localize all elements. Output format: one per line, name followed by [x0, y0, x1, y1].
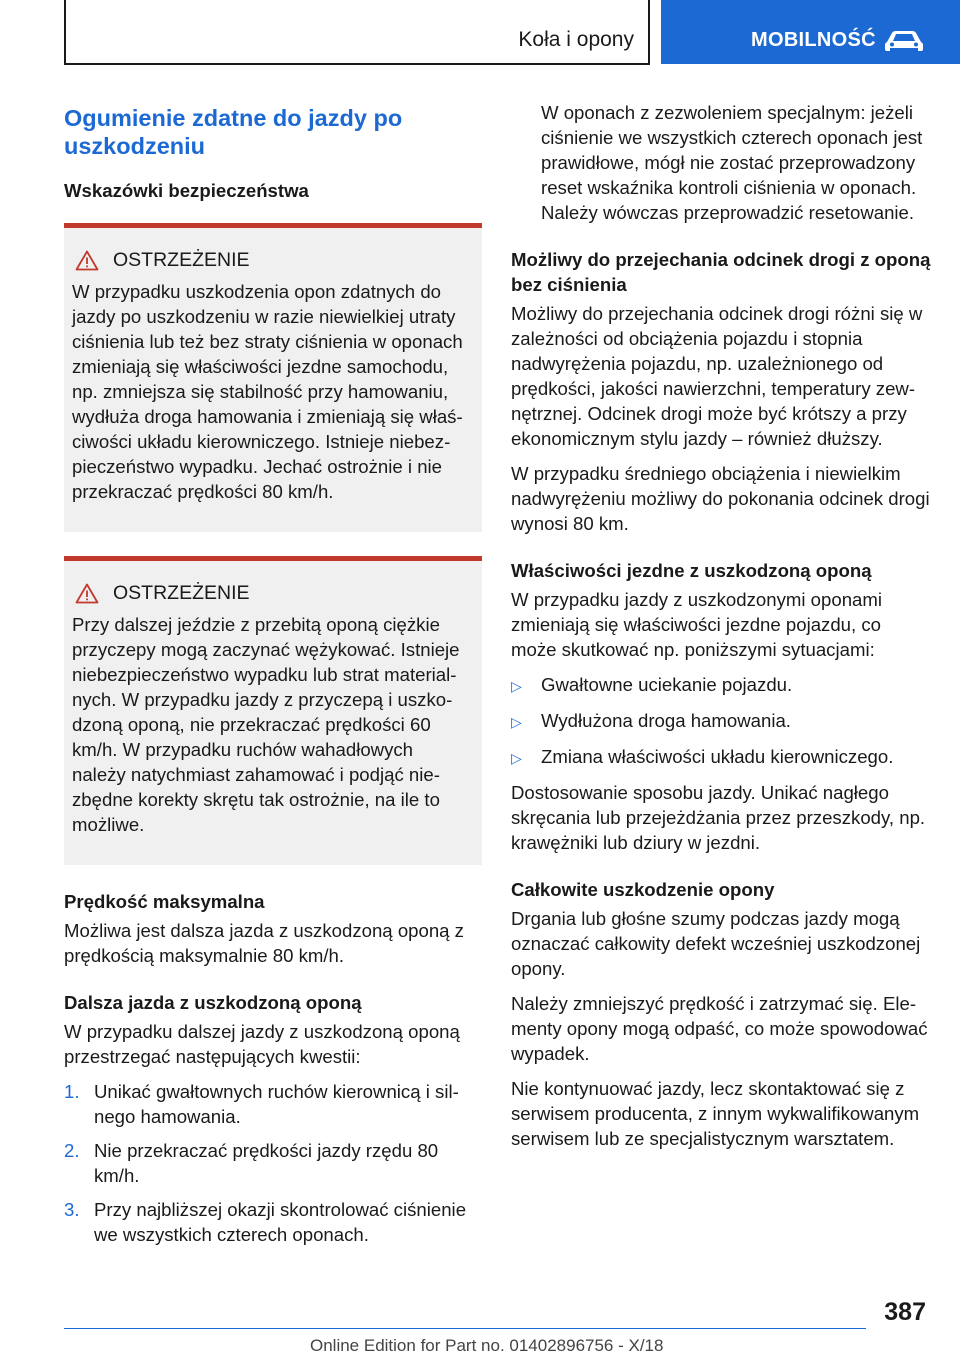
- handling-advice: Dostosowanie sposobu jazdy. Unikać nagłego skręcania lub przejeżdżania przez przeszkody, np. krawężniki lub dziury w jezdni.: [511, 782, 926, 853]
- edition-note: Online Edition for Part no. 01402896756 - X/18: [310, 1336, 664, 1355]
- failure-paragraph: Nie kontynuować jazdy, lecz skontaktować się z serwisem producenta, z innym wykwalifikowanym serwisem lub ze specjalistycznym warsztatem.: [511, 1078, 920, 1149]
- warning-text: W przypadku uszkodzenia opon zdatnych do jazdy po uszkodzeniu w razie niewielkiej utraty ciśnienia lub też bez straty ciśnienia w oponach zmieniają się właściwości jezdne samochodu, np. zmniejsza się stabilność przy hamowaniu, wydłuża droga hamowania i zmieniają się właściwości układu kierowniczego. Istnieje niebezpieczeństwo wypadku. Jechać ostrożnie i nie przekraczać prędkości 80 km/h.: [72, 281, 463, 502]
- step-number: 1.: [64, 1081, 80, 1102]
- failure-paragraph: Należy zmniejszyć prędkość i zatrzymać się. Elementy opony mogą odpaść, co może spowodować wypadek.: [511, 993, 928, 1064]
- right-column: [511, 100, 931, 1161]
- bullet-text: Zmiana właściwości układu kierowniczego.: [541, 746, 894, 767]
- list-item: [511, 708, 931, 735]
- header-divider: [64, 63, 650, 65]
- left-column: [64, 100, 482, 1256]
- list-item: [511, 744, 931, 771]
- handling-heading: Właściwości jezdne z uszkodzoną oponą: [511, 560, 872, 581]
- continue-heading: Dalsza jazda z uszkodzoną oponą: [64, 992, 362, 1013]
- speed-text: Możliwa jest dalsza jazda z uszkodzoną oponą z prędkością maksymalnie 80 km/h.: [64, 920, 464, 966]
- list-item: [64, 1079, 482, 1129]
- header-divider: [64, 0, 66, 64]
- warning-text: Przy dalszej jeździe z przebitą oponą ciężkie przyczepy mogą zaczynać wężykować. Istnieje niebezpieczeństwo wypadku lub strat materialnych. W przypadku jazdy z przyczepą i uszkodzoną oponą, nie przekraczać prędkości 60 km/h. W przypadku ruchów wahadłowych należy natychmiast zahamować i podjąć niezbędne korekty skrętu tak ostrożnie, na ile to możliwe.: [72, 614, 460, 835]
- warning-box: [64, 556, 482, 865]
- failure-paragraph: Drgania lub głośne szumy podczas jazdy mogą oznaczać całkowity defekt wcześniej uszkodzonej opony.: [511, 908, 921, 979]
- step-continuation: W oponach z zezwoleniem specjalnym: jeżeli ciśnienie we wszystkich czterech oponach jest prawidłowe, mógł nie zostać przeprowadzony reset wskaźnika kontroli ciśnienia w oponach. Należy wówczas przeprowadzić resetowanie.: [541, 102, 923, 223]
- chapter-tab-label: MOBILNOŚĆ: [751, 29, 876, 51]
- page-number: 387: [884, 1298, 926, 1326]
- section-title: Koła i opony: [518, 28, 634, 51]
- step-text: Unikać gwałtownych ruchów kierownicą i silnego hamowania.: [94, 1081, 459, 1127]
- distance-paragraph: W przypadku średniego obciążenia i niewielkim nadwyrężeniu możliwy do pokonania odcinek drogi wynosi 80 km.: [511, 463, 930, 534]
- bullet-triangle-icon: ▷: [511, 750, 522, 766]
- list-item: [64, 1197, 482, 1247]
- step-number: 2.: [64, 1140, 80, 1161]
- step-text: Nie przekraczać prędkości jazdy rzędu 80 km/h.: [94, 1140, 439, 1186]
- warning-box: [64, 223, 482, 532]
- bullet-text: Wydłużona droga hamowania.: [541, 710, 791, 731]
- continue-text: W przypadku dalszej jazdy z uszkodzoną oponą przestrzegać następujących kwestii:: [64, 1021, 460, 1067]
- warning-triangle-icon: [75, 250, 99, 271]
- distance-paragraph: Możliwy do przejechania odcinek drogi różni się w zależności od obciążenia pojazdu i stopnia nadwyrężenia pojazdu, np. uzależnionego od prędkości, jakości nawierzchni, temperatury zewnętrznej. Odcinek drogi może być krótszy a przy ekonomicznym stylu jazdy – również dłuższy.: [511, 303, 923, 449]
- speed-heading: Prędkość maksymalna: [64, 891, 265, 912]
- step-text: Przy najbliższej okazji skontrolować ciśnienie we wszystkich czterech oponach.: [94, 1199, 467, 1245]
- bullet-triangle-icon: ▷: [511, 678, 522, 694]
- footer-divider: [64, 1328, 866, 1329]
- warning-title: OSTRZEŻENIE: [113, 582, 250, 604]
- list-item: [511, 672, 931, 699]
- failure-heading: Całkowite uszkodzenie opony: [511, 879, 775, 900]
- header-divider: [648, 0, 650, 64]
- bullet-triangle-icon: ▷: [511, 714, 522, 730]
- chapter-tab[interactable]: [661, 0, 960, 64]
- page-title: Ogumienie zdatne do jazdy po uszkodzeniu: [64, 105, 403, 159]
- handling-text: W przypadku jazdy z uszkodzonymi oponami zmieniają się właściwości jezdne pojazdu, co może skutkować np. poniższymi sytuacjami:: [511, 589, 883, 660]
- step-number: 3.: [64, 1199, 80, 1220]
- bullet-text: Gwałtowne uciekanie pojazdu.: [541, 674, 793, 695]
- distance-heading: Możliwy do przejechania odcinek drogi z oponą bez ciśnienia: [511, 249, 931, 295]
- car-icon: [883, 30, 925, 52]
- list-item: [64, 1138, 482, 1188]
- warning-triangle-icon: [75, 583, 99, 604]
- safety-heading: Wskazówki bezpieczeństwa: [64, 180, 309, 201]
- warning-title: OSTRZEŻENIE: [113, 249, 250, 271]
